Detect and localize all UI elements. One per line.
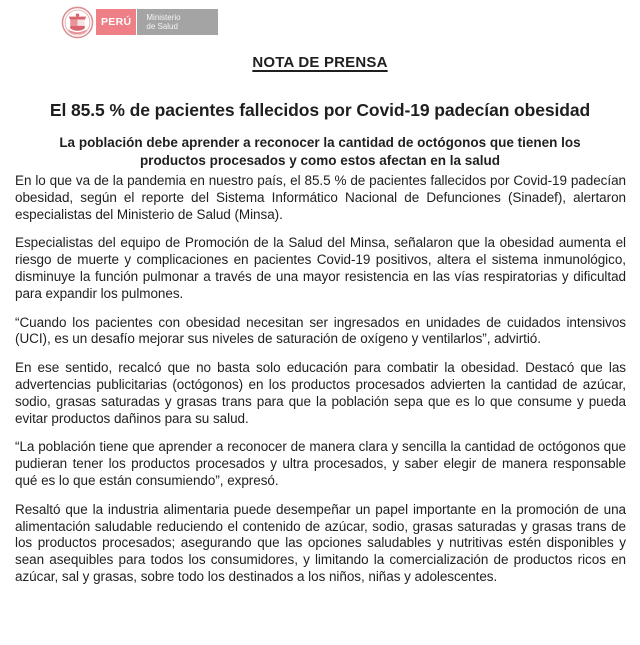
subtitle: La población debe aprender a reconocer la cantidad de octógonos que tienen los productos procesados y como estos afectan en la salud xyxy=(59,135,581,168)
paragraph: Resaltó que la industria alimentaria puede desempeñar un papel importante en la promoción de una alimentación saludable reduciendo el contenido de azúcar, sodio, grasas saturadas y grasas trans de los productos procesados; asegurando que las opciones saludables y nutritivas estén disponibles y sean asequibles para todos los consumidores, y limitando la comercialización de productos ricos en azúcar, sal y grasas, sobre todo los destinados a los niños, niñas y adolescentes. xyxy=(15,501,626,584)
peru-coat-of-arms-icon xyxy=(61,6,94,39)
ministry-logo xyxy=(61,7,218,37)
paragraph: “Cuando los pacientes con obesidad necesitan ser ingresados en unidades de cuidados intensivos (UCI), es un desafío mejorar sus niveles de saturación de oxígeno y ventilarlos”, advirtió. xyxy=(15,314,626,347)
paragraph: En lo que va de la pandemia en nuestro país, el 85.5 % de pacientes fallecidos por Covid-19 padecían obesidad, según el reporte del Sistema Informático Nacional de Defunciones (Sinadef), alertaron especialistas del Ministerio de Salud (Minsa). xyxy=(15,173,626,222)
peru-brand-label: PERÚ xyxy=(96,9,136,35)
press-release-kicker: NOTA DE PRENSA xyxy=(252,54,388,71)
paragraph: “La población tiene que aprender a reconocer de manera clara y sencilla la cantidad de octógonos que pudieran tener los productos procesados y ultra procesados, y saber elegir de manera responsable qué es lo que están consumiendo”, expresó. xyxy=(15,439,626,488)
paragraph: En ese sentido, recalcó que no basta solo educación para combatir la obesidad. Destacó que las advertencias publicitarias (octógonos) en los productos procesados advierten la cantidad de azúcar, sodio, grasas saturadas y grasas trans para que la población sepa que es lo que consume y pueda evitar productos dañinos para su salud. xyxy=(15,360,626,426)
ministry-name-line1: Ministerio xyxy=(146,12,181,22)
ministry-name-line2: de Salud xyxy=(146,22,178,31)
paragraph: Especialistas del equipo de Promoción de la Salud del Minsa, señalaron que la obesidad aumenta el riesgo de muerte y complicaciones en pacientes Covid-19 positivos, altera el sistema inmunológico, disminuye la función pulmonar a través de una mayor resistencia en las vías respiratorias y dificultad para expandir los pulmones. xyxy=(15,235,626,301)
ministry-name-label xyxy=(137,9,218,35)
headline: El 85.5 % de pacientes fallecidos por Covid-19 padecían obesidad xyxy=(49,99,591,120)
article-body xyxy=(15,173,626,586)
